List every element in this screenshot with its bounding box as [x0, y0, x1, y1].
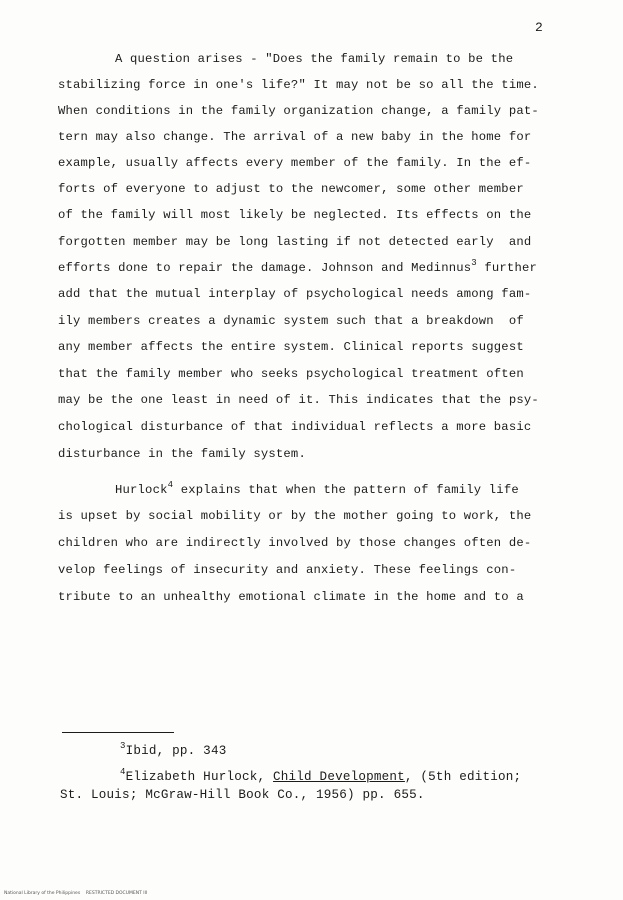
- footnote-marker: 3: [120, 741, 126, 751]
- text-line: any member affects the entire system. Clinical reports suggest: [58, 340, 524, 354]
- text-line: is upset by social mobility or by the mother going to work, the: [58, 509, 532, 523]
- text-segment: efforts done to repair the damage. Johnson and Medinnus: [58, 261, 472, 275]
- archive-stamp: National Library of the Philippines RESTRICTED DOCUMENT III: [4, 891, 148, 896]
- text-line: velop feelings of insecurity and anxiety. These feelings con-: [58, 563, 517, 577]
- text-segment: explains that when the pattern of family life: [173, 483, 519, 497]
- footnote-author: Elizabeth Hurlock,: [125, 770, 274, 784]
- footnote-marker: 4: [120, 767, 126, 777]
- text-line: A question arises - "Does the family remain to be the: [115, 52, 514, 66]
- text-segment: Hurlock: [115, 483, 168, 497]
- footnote-4: [120, 767, 522, 784]
- text-line: [58, 258, 537, 275]
- text-line: When conditions in the family organization change, a family pat-: [58, 104, 539, 118]
- text-segment: further: [476, 261, 537, 275]
- text-line: that the family member who seeks psychological treatment often: [58, 367, 524, 381]
- text-line: [115, 480, 519, 497]
- page-number: 2: [535, 20, 543, 35]
- footnote-3: [120, 741, 227, 758]
- text-line: forgotten member may be long lasting if not detected early and: [58, 235, 532, 249]
- text-line: chological disturbance of that individual reflects a more basic: [58, 420, 532, 434]
- footnote-4-continued: St. Louis; McGraw-Hill Book Co., 1956) pp. 655.: [60, 788, 425, 802]
- text-line: children who are indirectly involved by those changes often de-: [58, 536, 532, 550]
- text-line: example, usually affects every member of the family. In the ef-: [58, 156, 532, 170]
- text-line: add that the mutual interplay of psychological needs among fam-: [58, 287, 532, 301]
- text-line: forts of everyone to adjust to the newcomer, some other member: [58, 182, 524, 196]
- text-line: disturbance in the family system.: [58, 447, 306, 461]
- footnote-ref-3: 3: [471, 258, 477, 268]
- text-line: stabilizing force in one's life?" It may not be so all the time.: [58, 78, 539, 92]
- footnote-text: Ibid, pp. 343: [125, 744, 227, 758]
- text-line: tribute to an unhealthy emotional climate in the home and to a: [58, 590, 524, 604]
- footnote-separator: [62, 732, 174, 733]
- text-line: ily members creates a dynamic system such that a breakdown of: [58, 314, 524, 328]
- text-line: may be the one least in need of it. This indicates that the psy-: [58, 393, 539, 407]
- footnote-text: , (5th edition;: [404, 770, 522, 784]
- footnote-book-title: Child Development: [273, 770, 405, 784]
- text-line: tern may also change. The arrival of a new baby in the home for: [58, 130, 532, 144]
- text-line: of the family will most likely be neglected. Its effects on the: [58, 208, 532, 222]
- footnote-ref-4: 4: [167, 480, 174, 490]
